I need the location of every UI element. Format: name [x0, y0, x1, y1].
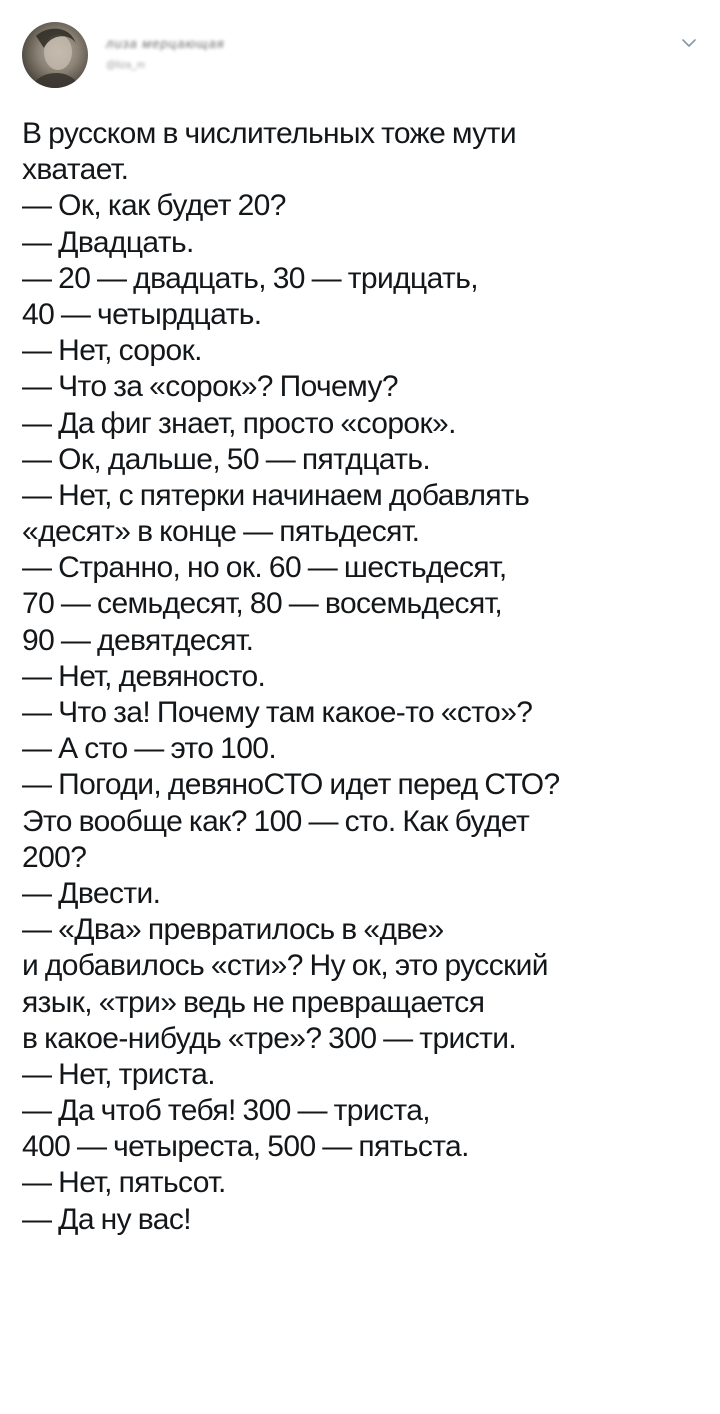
tweet-text — [22, 116, 702, 1238]
tweet-text-line: — Двадцать. — [22, 225, 194, 259]
tweet-text-line: — А сто — это 100. — [22, 732, 277, 766]
tweet-text-line: — Ок, как будет 20? — [22, 189, 286, 223]
tweet-text-line: язык, «три» ведь не превращается — [22, 985, 485, 1019]
tweet-text-line: В русском в числительных тоже мути — [22, 117, 516, 150]
display-name[interactable]: лиза мерцающая — [106, 36, 225, 51]
tweet-text-line: — Ок, дальше, 50 — пятдцать. — [22, 442, 431, 476]
tweet-text-line: — Нет, сорок. — [22, 334, 202, 368]
tweet-text-line: — Странно, но ок. 60 — шестьдесят, — [22, 551, 507, 585]
tweet-text-line: 40 — четырдцать. — [22, 297, 262, 331]
tweet-text-line: — Да фиг знает, просто «сорок». — [22, 406, 456, 440]
tweet-header — [22, 18, 702, 88]
tweet-text-line: — Да чтоб тебя! 300 — триста, — [22, 1094, 431, 1128]
user-meta — [106, 36, 346, 80]
tweet-text-line: — «Два» превратилось в «две» — [22, 913, 444, 947]
tweet-text-line: 70 — семьдесят, 80 — восемьдесят, — [22, 587, 503, 621]
tweet-text-line: — Что за «сорок»? Почему? — [22, 370, 398, 404]
tweet-text-line: — Нет, пятьсот. — [22, 1166, 226, 1200]
tweet-text-line: — Двести. — [22, 876, 161, 910]
user-handle[interactable]: @liza_m — [106, 60, 146, 71]
avatar-photo-icon — [22, 22, 88, 88]
tweet-text-line: Это вообще как? 100 — сто. Как будет — [22, 804, 530, 838]
chevron-down-icon[interactable] — [678, 32, 700, 54]
tweet-text-line: — Да ну вас! — [22, 1202, 191, 1236]
tweet-text-line: 200? — [22, 840, 87, 874]
tweet-text-line: хватает. — [22, 153, 129, 187]
tweet-text-line: 90 — девятдесят. — [22, 623, 254, 657]
tweet-text-line: «десят» в конце — пятьдесят. — [22, 515, 420, 549]
tweet-text-line: и добавилось «сти»? Ну ок, это русский — [22, 949, 548, 983]
tweet-text-line: 400 — четыреста, 500 — пятьста. — [22, 1130, 469, 1164]
tweet-text-line: — Погоди, девяноСТО идет перед СТО? — [22, 768, 560, 802]
tweet-text-line: в какое-нибудь «тре»? 300 — тристи. — [22, 1021, 517, 1055]
tweet-text-line: — Нет, девяносто. — [22, 659, 266, 693]
tweet-text-line: — Нет, триста. — [22, 1057, 215, 1091]
tweet-text-line: — 20 — двадцать, 30 — тридцать, — [22, 261, 478, 295]
tweet-text-line: — Нет, с пятерки начинаем добавлять — [22, 478, 530, 512]
avatar[interactable] — [22, 22, 88, 88]
tweet-text-line: — Что за! Почему там какое-то «сто»? — [22, 696, 533, 729]
